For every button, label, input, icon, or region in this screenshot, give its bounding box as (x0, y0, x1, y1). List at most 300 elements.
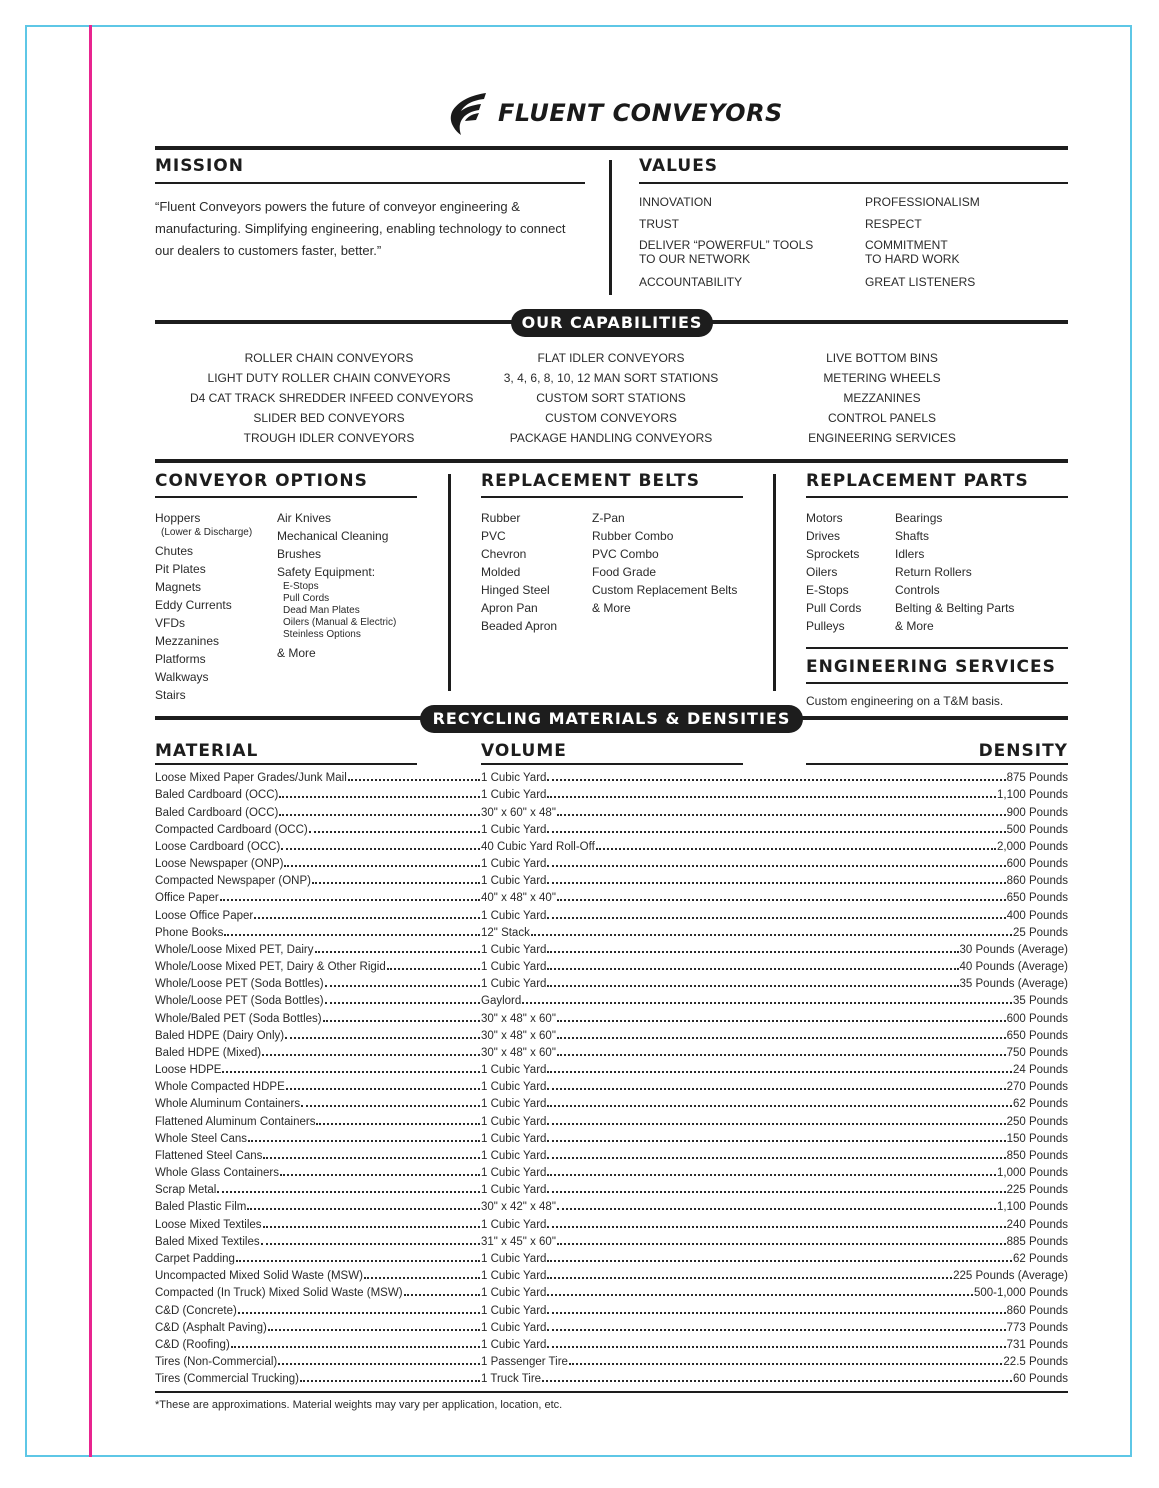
dot-leader (542, 1380, 1012, 1382)
volume-cell: 1 Cubic Yard (481, 1270, 547, 1283)
value-item: GREAT LISTENERS (865, 275, 976, 289)
dot-leader (301, 1105, 480, 1107)
table-row (155, 1248, 1068, 1265)
table-row (155, 1110, 1068, 1127)
belt-item: & More (592, 601, 631, 615)
volume-header-rule (481, 763, 743, 765)
volume-cell: 1 Cubic Yard (481, 772, 547, 785)
dot-leader (547, 1329, 1005, 1331)
volume-cell: 1 Cubic Yard (481, 1287, 547, 1300)
density-cell: 35 Pounds (1013, 995, 1068, 1008)
brand-name: FLUENT CONVEYORS (498, 99, 783, 127)
material-cell: Baled Cardboard (OCC) (155, 789, 279, 802)
recycling-heading: RECYCLING MATERIALS & DENSITIES (420, 705, 803, 733)
belt-item: Apron Pan (481, 601, 538, 615)
density-cell: 731 Pounds (1006, 1338, 1068, 1351)
dot-leader (268, 1329, 480, 1331)
density-cell: 400 Pounds (1006, 909, 1068, 922)
volume-cell: 30" x 48" x 60" (481, 1029, 556, 1042)
volume-cell: 1 Cubic Yard (481, 943, 547, 956)
option-item: Chutes (155, 544, 194, 558)
table-row (155, 904, 1068, 921)
option-item: Safety Equipment: (277, 565, 376, 579)
volume-cell: 1 Cubic Yard (481, 875, 547, 888)
density-header-rule (806, 763, 1068, 765)
dot-leader (547, 831, 1005, 833)
material-column-header: MATERIAL (155, 741, 259, 761)
density-cell: 650 Pounds (1006, 1029, 1068, 1042)
dot-leader (547, 1346, 1005, 1348)
volume-cell: 30" x 42" x 48" (481, 1201, 556, 1214)
material-cell: Flattened Steel Cans (155, 1149, 263, 1162)
options-top-rule (155, 459, 1068, 463)
table-row (155, 1213, 1068, 1230)
dot-leader (547, 951, 958, 953)
material-cell: Baled HDPE (Dairy Only) (155, 1029, 285, 1042)
dot-leader (547, 968, 958, 970)
density-cell: 650 Pounds (1006, 892, 1068, 905)
capability-item: LIVE BOTTOM BINS (826, 351, 938, 365)
capability-item: METERING WHEELS (823, 371, 941, 385)
dot-leader (285, 1037, 480, 1039)
capability-item: FLAT IDLER CONVEYORS (537, 351, 685, 365)
belt-item: Food Grade (592, 565, 657, 579)
capability-item: TROUGH IDLER CONVEYORS (243, 431, 415, 445)
dot-leader (279, 796, 480, 798)
dot-leader (254, 917, 480, 919)
dot-leader (557, 1020, 1006, 1022)
dot-leader (547, 1312, 1005, 1314)
capabilities-heading: OUR CAPABILITIES (511, 309, 713, 337)
dot-leader (316, 1123, 480, 1125)
volume-cell: 1 Cubic Yard (481, 1132, 547, 1145)
dot-leader (222, 1071, 480, 1073)
material-cell: Baled Mixed Textiles (155, 1235, 260, 1248)
volume-cell: 1 Cubic Yard (481, 1338, 547, 1351)
volume-cell: 1 Cubic Yard (481, 1115, 547, 1128)
table-row (155, 1076, 1068, 1093)
option-item: Pit Plates (155, 562, 206, 576)
density-cell: 25 Pounds (1013, 926, 1068, 939)
dot-leader (279, 814, 480, 816)
dot-leader (547, 1191, 1005, 1193)
material-cell: Phone Books (155, 926, 224, 939)
belt-item: Z-Pan (592, 511, 625, 525)
option-item: Brushes (277, 547, 322, 561)
density-cell: 1,100 Pounds (997, 1201, 1068, 1214)
capability-item: PACKAGE HANDLING CONVEYORS (509, 431, 713, 445)
belt-item: Chevron (481, 547, 527, 561)
dot-leader (531, 934, 1012, 936)
belt-item: Beaded Apron (481, 619, 558, 633)
part-item: Bearings (895, 511, 943, 525)
volume-cell: 1 Cubic Yard (481, 978, 547, 991)
table-row (155, 1265, 1068, 1282)
engineering-text: Custom engineering on a T&M basis. (806, 694, 1004, 708)
table-row (155, 784, 1068, 801)
margin-guide (89, 25, 92, 1457)
material-cell: Compacted Cardboard (OCC) (155, 823, 308, 836)
dot-leader (278, 1363, 480, 1365)
conveyor-options-rule (155, 496, 417, 498)
dot-leader (263, 1226, 480, 1228)
table-row (155, 1351, 1068, 1368)
volume-cell: 30" x 48" x 60" (481, 1012, 556, 1025)
fluent-swoosh-logo-icon (446, 90, 492, 136)
material-cell: Whole/Loose Mixed PET, Dairy & Other Rigid (155, 961, 386, 974)
materials-table (155, 767, 1068, 1385)
part-item: Belting & Belting Parts (895, 601, 1015, 615)
option-subitem: E-Stops (283, 581, 319, 592)
material-cell: Loose HDPE (155, 1064, 222, 1077)
replacement-parts-heading: REPLACEMENT PARTS (806, 471, 1029, 491)
density-cell: 860 Pounds (1006, 875, 1068, 888)
volume-cell: 1 Cubic Yard (481, 1304, 547, 1317)
dot-leader (325, 1002, 480, 1004)
table-row (155, 767, 1068, 784)
volume-cell: 1 Cubic Yard (481, 823, 547, 836)
dot-leader (224, 934, 480, 936)
table-row (155, 1059, 1068, 1076)
density-cell: 900 Pounds (1006, 806, 1068, 819)
density-cell: 885 Pounds (1006, 1235, 1068, 1248)
dot-leader (262, 1054, 480, 1056)
material-cell: Scrap Metal (155, 1184, 217, 1197)
part-item: Motors (806, 511, 843, 525)
material-cell: Baled Plastic Film (155, 1201, 247, 1214)
volume-cell: 40" x 48" x 40" (481, 892, 556, 905)
density-cell: 30 Pounds (Average) (959, 943, 1068, 956)
dot-leader (286, 1088, 480, 1090)
material-cell: Whole Aluminum Containers (155, 1098, 301, 1111)
value-item: RESPECT (865, 217, 922, 231)
values-heading: VALUES (639, 156, 719, 176)
density-cell: 40 Pounds (Average) (959, 961, 1068, 974)
material-cell: Loose Mixed Paper Grades/Junk Mail (155, 772, 347, 785)
dot-leader (247, 1208, 480, 1210)
material-cell: Flattened Aluminum Containers (155, 1115, 316, 1128)
density-cell: 24 Pounds (1013, 1064, 1068, 1077)
material-cell: Office Paper (155, 892, 219, 905)
dot-leader (547, 985, 958, 987)
dot-leader (261, 1243, 480, 1245)
mission-rule (155, 182, 585, 184)
density-cell: 22.5 Pounds (1003, 1356, 1068, 1369)
capability-item: ENGINEERING SERVICES (808, 431, 956, 445)
dot-leader (387, 968, 480, 970)
dot-leader (364, 1277, 480, 1279)
volume-cell: 1 Cubic Yard (481, 1081, 547, 1094)
material-cell: Tires (Commercial Trucking) (155, 1373, 299, 1386)
dot-leader (547, 1123, 1005, 1125)
dot-leader (300, 1380, 480, 1382)
dot-leader (557, 1037, 1006, 1039)
volume-cell: 1 Cubic Yard (481, 1167, 547, 1180)
density-cell: 850 Pounds (1006, 1149, 1068, 1162)
density-cell: 773 Pounds (1006, 1321, 1068, 1334)
belts-column-1 (481, 509, 557, 635)
table-row (155, 922, 1068, 939)
value-item: DELIVER “POWERFUL” TOOLS TO OUR NETWORK (639, 238, 814, 266)
belt-item: Hinged Steel (481, 583, 550, 597)
material-cell: Baled HDPE (Mixed) (155, 1046, 262, 1059)
volume-cell: 1 Cubic Yard (481, 1218, 547, 1231)
capability-item: ROLLER CHAIN CONVEYORS (244, 351, 414, 365)
table-row (155, 1196, 1068, 1213)
volume-cell: 1 Cubic Yard (481, 1184, 547, 1197)
material-cell: Compacted (In Truck) Mixed Solid Waste (MSW) (155, 1287, 403, 1300)
dot-leader (547, 796, 996, 798)
material-header-rule (155, 763, 417, 765)
material-cell: Compacted Newspaper (ONP) (155, 875, 311, 888)
value-item: INNOVATION (639, 195, 712, 209)
dot-leader (547, 1174, 996, 1176)
table-row (155, 1299, 1068, 1316)
value-item: TRUST (639, 217, 679, 231)
dot-leader (557, 814, 1006, 816)
options-belts-divider (448, 474, 451, 691)
table-row (155, 1042, 1068, 1059)
table-row (155, 1368, 1068, 1385)
dot-leader (596, 848, 996, 850)
option-item: Stairs (155, 688, 186, 702)
density-cell: 60 Pounds (1013, 1373, 1068, 1386)
table-row (155, 956, 1068, 973)
part-item: Controls (895, 583, 940, 597)
option-item: & More (277, 646, 316, 660)
capability-item: CUSTOM SORT STATIONS (536, 391, 686, 405)
material-cell: Whole Glass Containers (155, 1167, 279, 1180)
option-item: Air Knives (277, 511, 332, 525)
dot-leader (309, 831, 480, 833)
part-item: Oilers (806, 565, 838, 579)
mission-heading: MISSION (155, 156, 244, 176)
material-cell: C&D (Concrete) (155, 1304, 237, 1317)
density-cell: 500 Pounds (1006, 823, 1068, 836)
belt-item: Rubber (481, 511, 521, 525)
capabilities-column-3 (792, 348, 972, 448)
capabilities-column-2 (482, 348, 740, 448)
density-column-header: DENSITY (978, 741, 1068, 761)
density-cell: 860 Pounds (1006, 1304, 1068, 1317)
option-subitem: Oilers (Manual & Electric) (283, 617, 397, 628)
dot-leader (547, 1071, 1012, 1073)
table-row (155, 836, 1068, 853)
dot-leader (547, 1157, 1005, 1159)
dot-leader (248, 1140, 480, 1142)
table-row (155, 1162, 1068, 1179)
option-item: Hoppers (155, 511, 201, 525)
table-row (155, 973, 1068, 990)
dot-leader (547, 882, 1005, 884)
dot-leader (547, 779, 1005, 781)
density-cell: 875 Pounds (1006, 772, 1068, 785)
material-cell: Loose Cardboard (OCC) (155, 840, 281, 853)
density-cell: 240 Pounds (1006, 1218, 1068, 1231)
conveyor-options-heading: CONVEYOR OPTIONS (155, 471, 368, 491)
density-cell: 35 Pounds (Average) (959, 978, 1068, 991)
volume-cell: Gaylord (481, 995, 522, 1008)
density-cell: 1,100 Pounds (997, 789, 1068, 802)
table-row (155, 887, 1068, 904)
table-row (155, 853, 1068, 870)
volume-cell: 1 Passenger Tire (481, 1356, 568, 1369)
replacement-parts-rule (806, 496, 1068, 498)
density-cell: 250 Pounds (1006, 1115, 1068, 1128)
volume-column-header: VOLUME (481, 741, 567, 761)
dot-leader (522, 1002, 1012, 1004)
density-cell: 1,000 Pounds (997, 1167, 1068, 1180)
volume-cell: 30" x 60" x 48" (481, 806, 556, 819)
dot-leader (404, 1294, 480, 1296)
footnote: *These are approximations. Material weights may vary per application, location, etc. (155, 1399, 563, 1411)
material-cell: Loose Newspaper (ONP) (155, 858, 284, 871)
table-row (155, 1231, 1068, 1248)
volume-cell: 1 Cubic Yard (481, 789, 547, 802)
dot-leader (547, 1277, 952, 1279)
engineering-heading: ENGINEERING SERVICES (806, 657, 1056, 677)
dot-leader (547, 1140, 1005, 1142)
volume-cell: 40 Cubic Yard Roll-Off (481, 840, 595, 853)
capability-item: SLIDER BED CONVEYORS (253, 411, 405, 425)
table-row (155, 990, 1068, 1007)
volume-cell: 1 Cubic Yard (481, 858, 547, 871)
volume-cell: 1 Cubic Yard (481, 909, 547, 922)
material-cell: Whole/Loose PET (Soda Bottles) (155, 995, 324, 1008)
dot-leader (312, 882, 480, 884)
dot-leader (315, 951, 480, 953)
replacement-belts-heading: REPLACEMENT BELTS (481, 471, 700, 491)
dot-leader (348, 779, 480, 781)
table-row (155, 1334, 1068, 1351)
dot-leader (547, 1226, 1005, 1228)
volume-cell: 1 Cubic Yard (481, 1064, 547, 1077)
capability-item: LIGHT DUTY ROLLER CHAIN CONVEYORS (207, 371, 451, 385)
belts-parts-divider (773, 474, 776, 691)
material-cell: Loose Office Paper (155, 909, 254, 922)
table-row (155, 1145, 1068, 1162)
density-cell: 500-1,000 Pounds (974, 1287, 1068, 1300)
option-item: Mezzanines (155, 634, 220, 648)
table-row (155, 1128, 1068, 1145)
parts-column-1 (806, 509, 861, 635)
density-cell: 750 Pounds (1006, 1046, 1068, 1059)
volume-cell: 1 Cubic Yard (481, 961, 547, 974)
material-cell: C&D (Asphalt Paving) (155, 1321, 267, 1334)
part-item: & More (895, 619, 934, 633)
table-row (155, 1317, 1068, 1334)
part-item: Sprockets (806, 547, 860, 561)
brand-logo (446, 88, 783, 138)
part-item: Shafts (895, 529, 930, 543)
material-cell: Whole Compacted HDPE (155, 1081, 285, 1094)
part-item: Pull Cords (806, 601, 862, 615)
dot-leader (238, 1312, 480, 1314)
dot-leader (220, 899, 480, 901)
capabilities-column-1 (190, 348, 474, 448)
volume-cell: 12" Stack (481, 926, 530, 939)
dot-leader (217, 1191, 480, 1193)
dot-leader (569, 1363, 1002, 1365)
density-cell: 62 Pounds (1013, 1252, 1068, 1265)
dot-leader (231, 1346, 480, 1348)
density-cell: 600 Pounds (1006, 858, 1068, 871)
replacement-belts-rule (481, 496, 743, 498)
dot-leader (280, 1174, 480, 1176)
volume-cell: 1 Cubic Yard (481, 1149, 547, 1162)
table-row (155, 939, 1068, 956)
belt-item: PVC (481, 529, 506, 543)
density-cell: 150 Pounds (1006, 1132, 1068, 1145)
part-item: Drives (806, 529, 841, 543)
option-subitem: (Lower & Discharge) (161, 527, 253, 538)
option-item: Mechanical Cleaning (277, 529, 389, 543)
parts-column-2 (895, 509, 1014, 635)
density-cell: 225 Pounds (Average) (953, 1270, 1068, 1283)
density-cell: 270 Pounds (1006, 1081, 1068, 1094)
table-row (155, 870, 1068, 887)
dot-leader (547, 917, 1005, 919)
table-row (155, 1007, 1068, 1024)
values-rule (639, 182, 1068, 184)
material-cell: Uncompacted Mixed Solid Waste (MSW) (155, 1270, 363, 1283)
dot-leader (547, 1088, 1005, 1090)
volume-cell: 31" x 45" x 60" (481, 1235, 556, 1248)
part-item: Pulleys (806, 619, 845, 633)
volume-cell: 1 Cubic Yard (481, 1252, 547, 1265)
dot-leader (557, 1054, 1006, 1056)
mission-text: “Fluent Conveyors powers the future of conveyor engineering & manufacturing. Simplifying engineering, enabling technology to connect our dealers to customers faster, better.” (155, 199, 566, 258)
belt-item: PVC Combo (592, 547, 659, 561)
volume-cell: 30" x 48" x 60" (481, 1046, 556, 1059)
value-item: PROFESSIONALISM (865, 195, 980, 209)
option-item: Walkways (155, 670, 209, 684)
material-cell: Baled Cardboard (OCC) (155, 806, 279, 819)
option-item: Platforms (155, 652, 206, 666)
option-subitem: Pull Cords (283, 593, 330, 604)
dot-leader (325, 985, 480, 987)
dot-leader (284, 865, 480, 867)
value-item: ACCOUNTABILITY (639, 275, 743, 289)
value-item: COMMITMENT TO HARD WORK (865, 238, 960, 266)
material-cell: Whole Steel Cans (155, 1132, 248, 1145)
dot-leader (547, 1105, 1012, 1107)
dot-leader (236, 1260, 480, 1262)
capability-item: CUSTOM CONVEYORS (545, 411, 677, 425)
belt-item: Molded (481, 565, 521, 579)
density-cell: 225 Pounds (1006, 1184, 1068, 1197)
capability-item: D4 CAT TRACK SHREDDER INFEED CONVEYORS (190, 391, 474, 405)
material-cell: Whole/Loose Mixed PET, Dairy (155, 943, 314, 956)
density-cell: 2,000 Pounds (997, 840, 1068, 853)
conveyor-options-column-2 (277, 509, 396, 662)
engineering-top-rule (806, 647, 1068, 649)
material-cell: Whole/Baled PET (Soda Bottles) (155, 1012, 322, 1025)
belt-item: Custom Replacement Belts (592, 583, 738, 597)
density-cell: 62 Pounds (1013, 1098, 1068, 1111)
engineering-rule (806, 682, 1068, 684)
capability-item: 3, 4, 6, 8, 10, 12 MAN SORT STATIONS (503, 371, 719, 385)
top-rule (155, 146, 1068, 150)
volume-cell: 1 Cubic Yard (481, 1321, 547, 1334)
material-cell: Tires (Non-Commercial) (155, 1356, 278, 1369)
dot-leader (281, 848, 480, 850)
option-item: Eddy Currents (155, 598, 232, 612)
part-item: Idlers (895, 547, 925, 561)
dot-leader (323, 1020, 480, 1022)
volume-cell: 1 Cubic Yard (481, 1098, 547, 1111)
dot-leader (547, 1294, 973, 1296)
